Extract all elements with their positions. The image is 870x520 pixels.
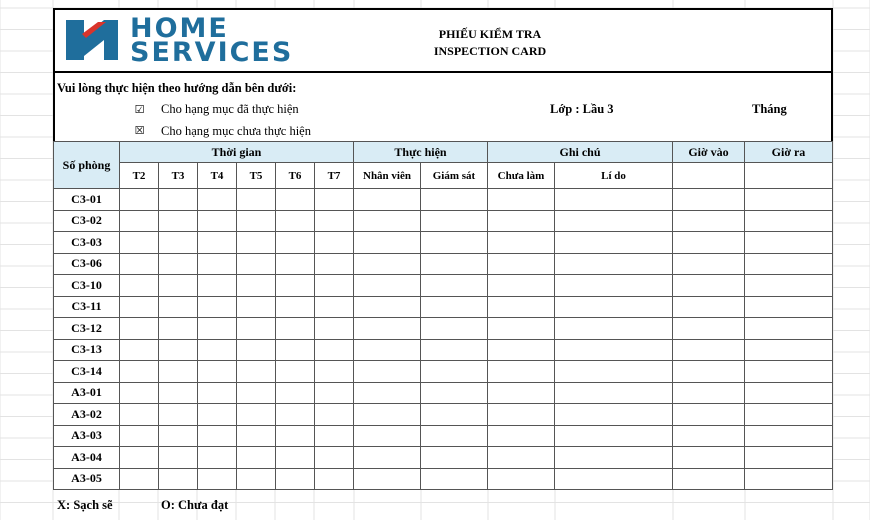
table-row (54, 296, 833, 318)
table-cell[interactable] (276, 232, 315, 254)
table-cell[interactable] (276, 189, 315, 211)
table-cell[interactable] (421, 275, 488, 297)
table-cell[interactable] (354, 382, 421, 404)
table-cell[interactable] (120, 189, 159, 211)
table-cell[interactable] (421, 447, 488, 469)
crossed-box-icon: ☒ (134, 124, 145, 137)
table-cell[interactable] (354, 318, 421, 340)
table-cell[interactable] (673, 468, 745, 490)
table-cell[interactable] (276, 318, 315, 340)
table-row (54, 318, 833, 340)
logo-mark-icon (64, 16, 122, 64)
room-number-cell: C3-14 (54, 361, 120, 383)
supervisor-header: Giám sát (421, 163, 488, 189)
table-cell[interactable] (120, 404, 159, 426)
table-cell[interactable] (673, 382, 745, 404)
table-cell[interactable] (315, 296, 354, 318)
table-cell[interactable] (488, 253, 555, 275)
table-cell[interactable] (745, 296, 833, 318)
day-header-t2: T2 (120, 163, 159, 189)
table-cell[interactable] (421, 232, 488, 254)
table-cell[interactable] (120, 339, 159, 361)
table-row (54, 253, 833, 275)
table-cell[interactable] (315, 425, 354, 447)
table-cell[interactable] (354, 296, 421, 318)
table-row (54, 404, 833, 426)
table-cell[interactable] (555, 318, 673, 340)
table-cell[interactable] (673, 447, 745, 469)
table-cell[interactable] (159, 404, 198, 426)
table-cell[interactable] (421, 361, 488, 383)
table-cell[interactable] (488, 404, 555, 426)
table-cell[interactable] (354, 275, 421, 297)
table-cell[interactable] (745, 468, 833, 490)
table-cell[interactable] (237, 339, 276, 361)
table-cell[interactable] (315, 404, 354, 426)
table-cell[interactable] (198, 210, 237, 232)
checked-box-icon: ☑ (134, 103, 145, 116)
table-cell[interactable] (745, 404, 833, 426)
table-cell[interactable] (276, 468, 315, 490)
table-cell[interactable] (354, 232, 421, 254)
table-cell[interactable] (315, 318, 354, 340)
table-cell[interactable] (555, 468, 673, 490)
table-cell[interactable] (421, 253, 488, 275)
room-number-cell: C3-10 (54, 275, 120, 297)
table-cell[interactable] (488, 296, 555, 318)
table-row (54, 468, 833, 490)
table-cell[interactable] (159, 447, 198, 469)
day-header-t6: T6 (276, 163, 315, 189)
table-cell[interactable] (159, 296, 198, 318)
table-cell[interactable] (488, 425, 555, 447)
table-cell[interactable] (237, 425, 276, 447)
table-cell[interactable] (159, 275, 198, 297)
floor-label: Lớp : Lầu 3 (550, 102, 614, 116)
table-cell[interactable] (198, 232, 237, 254)
table-cell[interactable] (488, 275, 555, 297)
table-cell[interactable] (488, 210, 555, 232)
table-cell[interactable] (555, 232, 673, 254)
table-cell[interactable] (673, 232, 745, 254)
table-cell[interactable] (198, 339, 237, 361)
instructions-heading: Vui lòng thực hiện theo hướng dẫn bên dưới: (57, 81, 297, 95)
table-row (54, 382, 833, 404)
logo-text-home: HOME (130, 13, 229, 44)
table-cell[interactable] (237, 382, 276, 404)
table-cell[interactable] (354, 253, 421, 275)
title-english: INSPECTION CARD (433, 44, 547, 58)
table-cell[interactable] (421, 296, 488, 318)
inspection-table (53, 141, 833, 490)
table-cell[interactable] (159, 232, 198, 254)
table-cell[interactable] (354, 425, 421, 447)
room-number-cell: A3-05 (54, 468, 120, 490)
table-cell[interactable] (555, 339, 673, 361)
table-cell[interactable] (276, 253, 315, 275)
table-row (54, 447, 833, 469)
day-header-t3: T3 (159, 163, 198, 189)
table-cell[interactable] (488, 189, 555, 211)
room-number-cell: A3-04 (54, 447, 120, 469)
table-cell[interactable] (198, 296, 237, 318)
table-cell[interactable] (237, 468, 276, 490)
table-cell[interactable] (120, 210, 159, 232)
table-cell[interactable] (673, 253, 745, 275)
table-cell[interactable] (421, 318, 488, 340)
table-cell[interactable] (673, 361, 745, 383)
table-cell[interactable] (488, 382, 555, 404)
table-cell[interactable] (745, 382, 833, 404)
table-cell[interactable] (120, 232, 159, 254)
table-cell[interactable] (488, 447, 555, 469)
time-header: Thời gian (120, 142, 354, 163)
table-cell[interactable] (354, 447, 421, 469)
table-cell[interactable] (488, 339, 555, 361)
logo-text-services: SERVICES (130, 37, 294, 68)
table-row (54, 339, 833, 361)
room-number-cell: A3-01 (54, 382, 120, 404)
done-legend-label: Cho hạng mục đã thực hiện (161, 102, 299, 116)
table-cell[interactable] (198, 404, 237, 426)
table-cell[interactable] (673, 210, 745, 232)
table-cell[interactable] (198, 318, 237, 340)
table-cell[interactable] (237, 253, 276, 275)
table-cell[interactable] (198, 189, 237, 211)
table-cell[interactable] (237, 361, 276, 383)
table-cell[interactable] (276, 425, 315, 447)
table-cell[interactable] (488, 468, 555, 490)
title-vietnamese: PHIẾU KIỂM TRA (438, 27, 542, 41)
table-cell[interactable] (120, 468, 159, 490)
table-cell[interactable] (237, 318, 276, 340)
table-cell[interactable] (421, 189, 488, 211)
table-cell[interactable] (673, 275, 745, 297)
checkin-subheader (673, 163, 745, 189)
day-header-t5: T5 (237, 163, 276, 189)
table-cell[interactable] (421, 425, 488, 447)
table-cell[interactable] (159, 339, 198, 361)
table-cell[interactable] (276, 275, 315, 297)
table-cell[interactable] (745, 425, 833, 447)
table-cell[interactable] (276, 210, 315, 232)
table-cell[interactable] (159, 361, 198, 383)
table-row (54, 210, 833, 232)
table-row (54, 232, 833, 254)
table-cell[interactable] (421, 382, 488, 404)
table-cell[interactable] (198, 425, 237, 447)
table-cell[interactable] (159, 425, 198, 447)
table-cell[interactable] (276, 447, 315, 469)
table-row (54, 425, 833, 447)
table-cell[interactable] (315, 210, 354, 232)
table-cell[interactable] (315, 253, 354, 275)
table-cell[interactable] (745, 253, 833, 275)
table-cell[interactable] (555, 425, 673, 447)
table-cell[interactable] (159, 318, 198, 340)
table-cell[interactable] (555, 275, 673, 297)
table-cell[interactable] (198, 447, 237, 469)
table-cell[interactable] (237, 447, 276, 469)
table-cell[interactable] (315, 275, 354, 297)
table-cell[interactable] (488, 232, 555, 254)
table-cell[interactable] (555, 361, 673, 383)
room-number-cell: C3-06 (54, 253, 120, 275)
table-cell[interactable] (745, 189, 833, 211)
table-cell[interactable] (354, 339, 421, 361)
legend-clean: X: Sạch sẽ (57, 498, 113, 512)
table-cell[interactable] (237, 275, 276, 297)
table-cell[interactable] (673, 296, 745, 318)
room-number-cell: C3-13 (54, 339, 120, 361)
table-cell[interactable] (745, 447, 833, 469)
table-cell[interactable] (276, 404, 315, 426)
table-cell[interactable] (354, 189, 421, 211)
table-cell[interactable] (315, 339, 354, 361)
table-cell[interactable] (276, 382, 315, 404)
not-done-legend-label: Cho hạng mục chưa thực hiện (161, 124, 311, 138)
table-cell[interactable] (120, 447, 159, 469)
home-services-logo (64, 13, 324, 68)
table-row (54, 189, 833, 211)
table-cell[interactable] (120, 425, 159, 447)
table-cell[interactable] (276, 296, 315, 318)
table-cell[interactable] (555, 404, 673, 426)
day-header-t4: T4 (198, 163, 237, 189)
table-cell[interactable] (315, 232, 354, 254)
table-cell[interactable] (159, 468, 198, 490)
table-cell[interactable] (555, 253, 673, 275)
table-cell[interactable] (673, 318, 745, 340)
table-cell[interactable] (673, 404, 745, 426)
day-header-t7: T7 (315, 163, 354, 189)
room-number-cell: C3-03 (54, 232, 120, 254)
table-cell[interactable] (120, 382, 159, 404)
table-cell[interactable] (421, 468, 488, 490)
room-number-cell: C3-02 (54, 210, 120, 232)
reason-header: Lí do (555, 163, 673, 189)
checkout-subheader (745, 163, 833, 189)
table-cell[interactable] (159, 253, 198, 275)
table-cell[interactable] (237, 210, 276, 232)
table-cell[interactable] (745, 275, 833, 297)
table-cell[interactable] (745, 361, 833, 383)
table-cell[interactable] (745, 232, 833, 254)
table-cell[interactable] (315, 361, 354, 383)
legend-not-ok: O: Chưa đạt (161, 498, 229, 512)
table-cell[interactable] (315, 382, 354, 404)
table-cell[interactable] (354, 210, 421, 232)
table-cell[interactable] (237, 404, 276, 426)
table-cell[interactable] (120, 296, 159, 318)
title-block (400, 26, 580, 60)
table-row (54, 275, 833, 297)
room-number-cell: A3-02 (54, 404, 120, 426)
table-cell[interactable] (745, 339, 833, 361)
table-cell[interactable] (120, 361, 159, 383)
checkout-header: Giờ ra (745, 142, 833, 163)
checkin-header: Giờ vào (673, 142, 745, 163)
table-cell[interactable] (555, 296, 673, 318)
table-cell[interactable] (555, 447, 673, 469)
not-done-header: Chưa làm (488, 163, 555, 189)
room-number-cell: C3-01 (54, 189, 120, 211)
note-header: Ghi chú (488, 142, 673, 163)
table-cell[interactable] (673, 189, 745, 211)
table-cell[interactable] (120, 318, 159, 340)
table-cell[interactable] (555, 382, 673, 404)
table-cell[interactable] (555, 189, 673, 211)
staff-header: Nhân viên (354, 163, 421, 189)
table-row (54, 361, 833, 383)
room-number-cell: C3-11 (54, 296, 120, 318)
table-cell[interactable] (354, 468, 421, 490)
table-cell[interactable] (488, 361, 555, 383)
table-cell[interactable] (315, 189, 354, 211)
table-cell[interactable] (159, 210, 198, 232)
room-number-cell: C3-12 (54, 318, 120, 340)
table-cell[interactable] (198, 382, 237, 404)
execute-header: Thực hiện (354, 142, 488, 163)
table-cell[interactable] (673, 425, 745, 447)
month-label: Tháng (752, 102, 787, 116)
table-cell[interactable] (315, 468, 354, 490)
table-cell[interactable] (276, 361, 315, 383)
table-cell[interactable] (159, 382, 198, 404)
table-cell[interactable] (555, 210, 673, 232)
table-cell[interactable] (745, 210, 833, 232)
room-number-header: Số phòng (54, 142, 120, 189)
table-cell[interactable] (159, 189, 198, 211)
table-cell[interactable] (354, 361, 421, 383)
table-cell[interactable] (421, 339, 488, 361)
table-cell[interactable] (745, 318, 833, 340)
table-cell[interactable] (198, 468, 237, 490)
table-cell[interactable] (198, 253, 237, 275)
table-cell[interactable] (237, 232, 276, 254)
table-cell[interactable] (354, 404, 421, 426)
table-cell[interactable] (421, 210, 488, 232)
table-cell[interactable] (237, 189, 276, 211)
table-cell[interactable] (120, 253, 159, 275)
table-cell[interactable] (315, 447, 354, 469)
table-cell[interactable] (198, 275, 237, 297)
table-cell[interactable] (673, 339, 745, 361)
table-cell[interactable] (198, 361, 237, 383)
table-cell[interactable] (237, 296, 276, 318)
table-cell[interactable] (276, 339, 315, 361)
table-cell[interactable] (120, 275, 159, 297)
room-number-cell: A3-03 (54, 425, 120, 447)
table-cell[interactable] (421, 404, 488, 426)
table-cell[interactable] (488, 318, 555, 340)
